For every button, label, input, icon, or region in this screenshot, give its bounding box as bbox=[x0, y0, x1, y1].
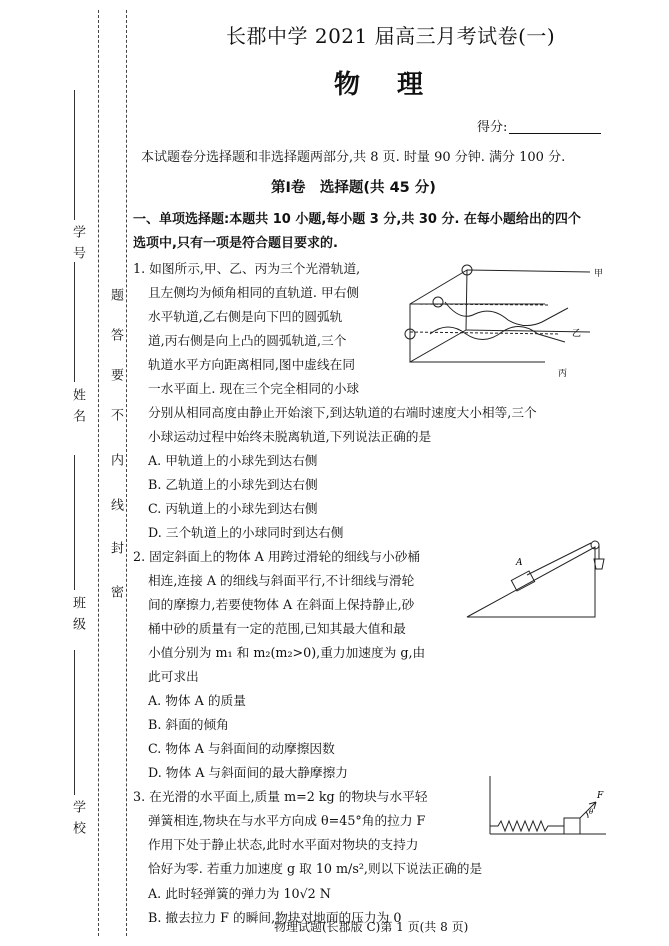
score-box bbox=[477, 116, 601, 135]
q1-text-line: 1. 如图所示,甲、乙、丙为三个光滑轨道, bbox=[133, 261, 361, 276]
incline-plane bbox=[410, 270, 467, 362]
q2-text-line: 相连,连接 A 的细线与斜面平行,不计细线与滑轮 bbox=[148, 573, 415, 588]
incline bbox=[467, 547, 595, 617]
seal-char: 答 bbox=[108, 328, 123, 343]
q3-text-line: 弹簧相连,物块在与水平方向成 θ=45°角的拉力 F bbox=[148, 813, 426, 828]
cut-line bbox=[98, 10, 99, 936]
section-description bbox=[133, 208, 608, 256]
seal-char: 题 bbox=[108, 288, 123, 303]
q2-text-line: 2. 固定斜面上的物体 A 用跨过滑轮的细线与小砂桶 bbox=[133, 549, 421, 564]
q3-option-b: B. 撤去拉力 F 的瞬间,物块对地面的压力为 0 bbox=[148, 910, 402, 925]
q1-option-a: A. 甲轨道上的小球先到达右侧 bbox=[148, 453, 318, 468]
q1-text-line: 道,丙右侧是向上凸的圆弧轨道,三个 bbox=[148, 333, 347, 348]
section-heading: 第Ⅰ卷 选择题(共 45 分) bbox=[271, 180, 436, 196]
class-field[interactable] bbox=[74, 455, 75, 590]
q2-text-line: 间的摩擦力,若要使物体 A 在斜面上保持静止,砂 bbox=[148, 597, 415, 612]
name-label: 姓 名 bbox=[70, 388, 85, 425]
q2-text-line: 小值分别为 m₁ 和 m₂(m₂>0),重力加速度为 g,由 bbox=[148, 645, 426, 660]
track-bing bbox=[430, 326, 565, 342]
student-id-label: 学 号 bbox=[70, 225, 85, 262]
q2-text-line: 桶中砂的质量有一定的范围,已知其最大值和最 bbox=[148, 621, 406, 636]
intro-text: 本试题卷分选择题和非选择题两部分,共 8 页. 时量 90 分钟. 满分 100 分. bbox=[141, 150, 566, 165]
q3-text-line: 3. 在光滑的水平面上,质量 m=2 kg 的物块与水平轻 bbox=[133, 789, 428, 804]
q1-text-line: 小球运动过程中始终未脱离轨道,下列说法正确的是 bbox=[148, 429, 432, 444]
q1-option-b: B. 乙轨道上的小球先到达右侧 bbox=[148, 477, 318, 492]
q3-option-a: A. 此时轻弹簧的弹力为 10√2 N bbox=[148, 886, 331, 901]
school-field[interactable] bbox=[74, 650, 75, 795]
section-desc-line: 一、单项选择题:本题共 10 小题,每小题 3 分,共 30 分. 在每小题给出的四个 bbox=[133, 212, 581, 227]
force-label: F bbox=[597, 791, 604, 801]
seal-char: 封 bbox=[108, 541, 123, 556]
school-label: 学 校 bbox=[70, 800, 85, 837]
cut-line bbox=[126, 10, 127, 936]
block-a bbox=[511, 571, 534, 591]
subject-title: 物 理 bbox=[334, 70, 438, 100]
q2-option-b: B. 斜面的倾角 bbox=[148, 717, 229, 732]
track-yi bbox=[445, 302, 568, 326]
q1-track-figure bbox=[400, 262, 610, 382]
seal-char: 不 bbox=[108, 408, 123, 423]
q2-option-c: C. 物体 A 与斜面间的动摩擦因数 bbox=[148, 741, 335, 756]
q2-text-line: 此可求出 bbox=[148, 669, 199, 684]
class-label: 班 级 bbox=[70, 596, 85, 633]
track-label-yi: 乙 bbox=[572, 329, 582, 339]
q1-text-line: 轨道水平方向距离相同,图中虚线在同 bbox=[148, 357, 356, 372]
block-a-label: A bbox=[516, 558, 523, 568]
q3-spring-figure bbox=[488, 772, 608, 842]
seal-char: 要 bbox=[108, 368, 123, 383]
name-field[interactable] bbox=[74, 262, 75, 382]
q1-text-line: 一水平面上. 现在三个完全相同的小球 bbox=[148, 381, 360, 396]
q1-option-d: D. 三个轨道上的小球同时到达右侧 bbox=[148, 525, 344, 540]
q2-incline-figure bbox=[465, 535, 610, 625]
exam-title: 长郡中学 2021 届高三月考试卷(一) bbox=[226, 24, 556, 48]
q1-option-c: C. 丙轨道上的小球先到达右侧 bbox=[148, 501, 318, 516]
q2-option-d: D. 物体 A 与斜面间的最大静摩擦力 bbox=[148, 765, 348, 780]
section-desc-line: 选项中,只有一项是符合题目要求的. bbox=[133, 236, 338, 251]
track-edge bbox=[466, 270, 590, 332]
angle-label: θ bbox=[589, 808, 594, 816]
q1-text-line: 且左侧均为倾角相同的直轨道. 甲右侧 bbox=[148, 285, 360, 300]
track-label-jia: 甲 bbox=[594, 269, 604, 279]
block bbox=[564, 818, 580, 834]
track-label-bing: 丙 bbox=[558, 369, 568, 379]
dashed-level-line bbox=[410, 304, 560, 334]
ball bbox=[433, 297, 443, 307]
score-label: 得分: bbox=[477, 120, 508, 135]
q2-option-a: A. 物体 A 的质量 bbox=[148, 693, 246, 708]
seal-char: 内 bbox=[108, 453, 123, 468]
page-footer: 物理试题(长郡版 C)第 1 页(共 8 页) bbox=[274, 920, 469, 934]
q1-text-line: 分别从相同高度由静止开始滚下,到达轨道的右端时速度大小相等,三个 bbox=[148, 405, 537, 420]
q3-text-line: 作用下处于静止状态,此时水平面对物块的支持力 bbox=[148, 837, 419, 852]
score-field[interactable] bbox=[509, 133, 601, 134]
student-id-field[interactable] bbox=[74, 90, 75, 220]
q3-text-line: 恰好为零. 若重力加速度 g 取 10 m/s²,则以下说法正确的是 bbox=[148, 861, 483, 876]
string bbox=[527, 543, 591, 575]
binding-margin bbox=[0, 0, 128, 946]
angle-arc bbox=[586, 812, 588, 818]
seal-char: 线 bbox=[108, 498, 123, 513]
q1-text-line: 水平轨道,乙右侧是向下凹的圆弧轨 bbox=[148, 309, 343, 324]
seal-char: 密 bbox=[108, 585, 123, 600]
spring-icon bbox=[490, 821, 564, 831]
